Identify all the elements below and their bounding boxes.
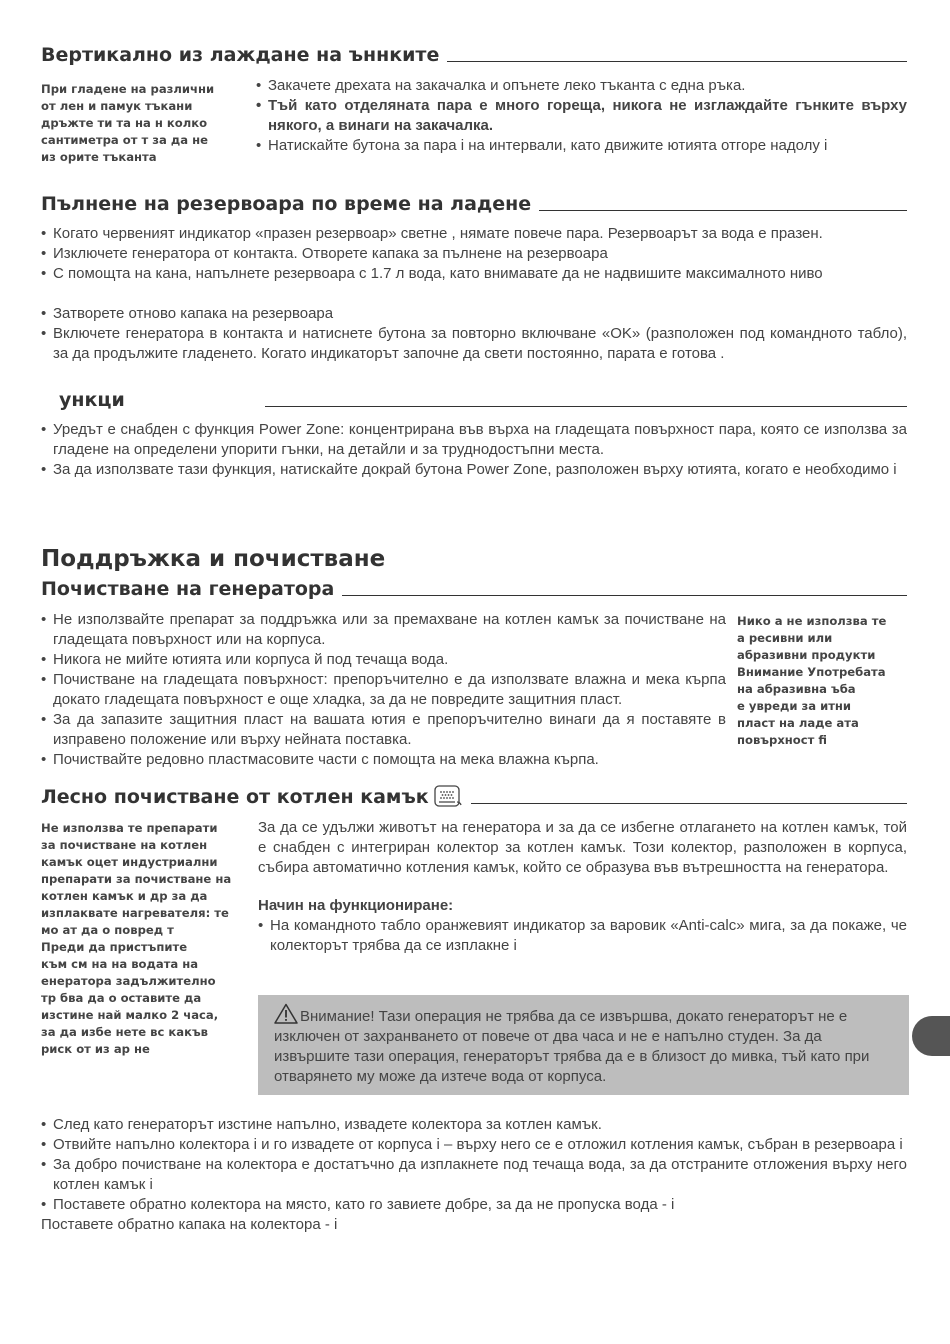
list-item: • Отвийте напълно колектора i и го извадете от корпуса i – върху него се е отложил котления камък, събран в резервоара i	[41, 1135, 907, 1155]
list-item: • Почиствайте редовно пластмасовите части с помощта на мека влажна кърпа.	[41, 750, 726, 770]
anticalc-intro: За да се удължи животът на генератора и за да се избегне отлагането на котлен камък, той е снабден с интегриран колектор за котлен камък. Този колектор, разположен в корпуса, събира автоматично котления камък, който се образува във вътрешността на генератора.	[258, 819, 907, 876]
how-it-works-title: Начин на функциониране:	[258, 897, 454, 914]
page-edge-tab	[912, 1016, 950, 1056]
section-body-anticalc	[258, 818, 907, 956]
side-note-descaling: Не използва те препарати за почистване на котлен камък оцет индустриални препарати за почистване на котлен камък и др за да изплаквате нагревателя: те мо ат да о повред т Преди да пристъпите към см на на водата на енератора задължително тр бва да о оставите да изстине най малко 2 часа, за да избе нете вс какъв риск от из ар не	[41, 821, 232, 1056]
list-item: • На командното табло оранжевият индикатор за варовик «Anti-calc» мига, за да покаже, че колекторът трябва да се изплакне i	[258, 916, 907, 956]
side-note-fabrics: При гладене на различни от лен и памук тъкани дръжте ти та на н колко сантиметра от т за да не из орите тъканта	[41, 82, 215, 164]
section-heading-vertical-steam: Вертикално из лаждане на ъннките	[41, 44, 907, 66]
list-item: • Тъй като отделяната пара е много гореща, никога не изглаждайте гънките върху някого, а винаги на закачалка.	[256, 96, 907, 136]
list-item: • След като генераторът изстине напълно, извадете колектора за котлен камък.	[41, 1115, 907, 1135]
section-heading-functions: ункци	[59, 389, 907, 411]
list-item: • За да запазите защитния пласт на вашата ютия е препоръчително винаги да я поставяте в изправено положение или върху нейната поставка.	[41, 710, 726, 750]
list-item: • Когато червеният индикатор «празен резервоар» светне , нямате повече пара. Резервоарът за вода е празен.	[41, 224, 907, 244]
section-body-vertical-steam	[256, 76, 907, 156]
final-step: Поставете обратно капака на колектора - i	[41, 1216, 338, 1233]
list-item: • За да използвате тази функция, натискайте докрай бутона Power Zone, разположен върху ютията, когато е необходимо i	[41, 460, 907, 480]
section-heading-refill: Пълнене на резервоара по време на ладене	[41, 193, 907, 215]
list-item: • С помощта на кана, напълнете резервоара с 1.7 л вода, като внимавате да не надвишите максималното ниво	[41, 264, 907, 284]
list-item: • Изключете генератора от контакта. Отворете капака за пълнене на резервоара	[41, 244, 907, 264]
section-body-functions	[41, 420, 907, 480]
section-body-refill	[41, 224, 907, 364]
warning-icon	[274, 1003, 298, 1024]
list-item: • За добро почистване на колектора е достатъчно да изплакнете под течаща вода, за да отстраните отложения върху него котлен камък i	[41, 1155, 907, 1195]
section-heading-anticalc: Лесно почистване от котлен камък	[41, 784, 907, 808]
list-item: • Не използвайте препарат за поддръжка или за премахване на котлен камък за почистване на гладещата повърхност или на корпуса.	[41, 610, 726, 650]
list-item: • Затворете отново капака на резервоара	[41, 304, 907, 324]
section-heading-generator-cleaning: Почистване на генератора	[41, 578, 907, 600]
side-note-abrasives: Нико а не използва те а ресивни или абразивни продукти Внимание Употребата на абразивна ъба е увреди за итни пласт на ладе ата повърхност fi	[737, 614, 887, 747]
list-item: • Включете генератора в контакта и натиснете бутона за повторно включване «OK» (разположен под командното табло), за да продължите гладенето. Когато индикаторът започне да свети постоянно, парата е готова .	[41, 324, 907, 364]
page-title: Поддръжка и почистване	[41, 546, 386, 572]
list-item: • Никога не мийте ютията или корпуса й под течаща вода.	[41, 650, 726, 670]
list-item: • Почистване на гладещата повърхност: препоръчително е да използвате влажна и мека кърпа докато гладещата повърхност е още хладка, за да не повредите защитния пласт.	[41, 670, 726, 710]
section-body-generator-cleaning	[41, 610, 726, 770]
anticalc-icon	[433, 784, 463, 810]
warning-box: Внимание! Тази операция не трябва да се извършва, докато генераторът не е изключен от захранването от повече от два часа и не е напълно студен. За да извършите тази операция, генераторът трябва да е в близост до мивка, тъй като при отварянето му може да изтече вода от корпуса.	[258, 995, 909, 1095]
list-item: • Поставете обратно колектора на място, като го завиете добре, за да не пропуска вода - i	[41, 1195, 907, 1215]
list-item: • Натискайте бутона за пара i на интервали, като движите ютията отгоре надолу i	[256, 136, 907, 156]
list-item: • Уредът е снабден с функция Power Zone: концентрирана във върха на гладещата повърхност пара, която се използва за гладене на определени упорити гънки, на детайли и за труднодостъпни места.	[41, 420, 907, 460]
list-item: • Закачете дрехата на закачалка и опънете леко тъканта с една ръка.	[256, 76, 907, 96]
anticalc-steps	[41, 1115, 907, 1235]
